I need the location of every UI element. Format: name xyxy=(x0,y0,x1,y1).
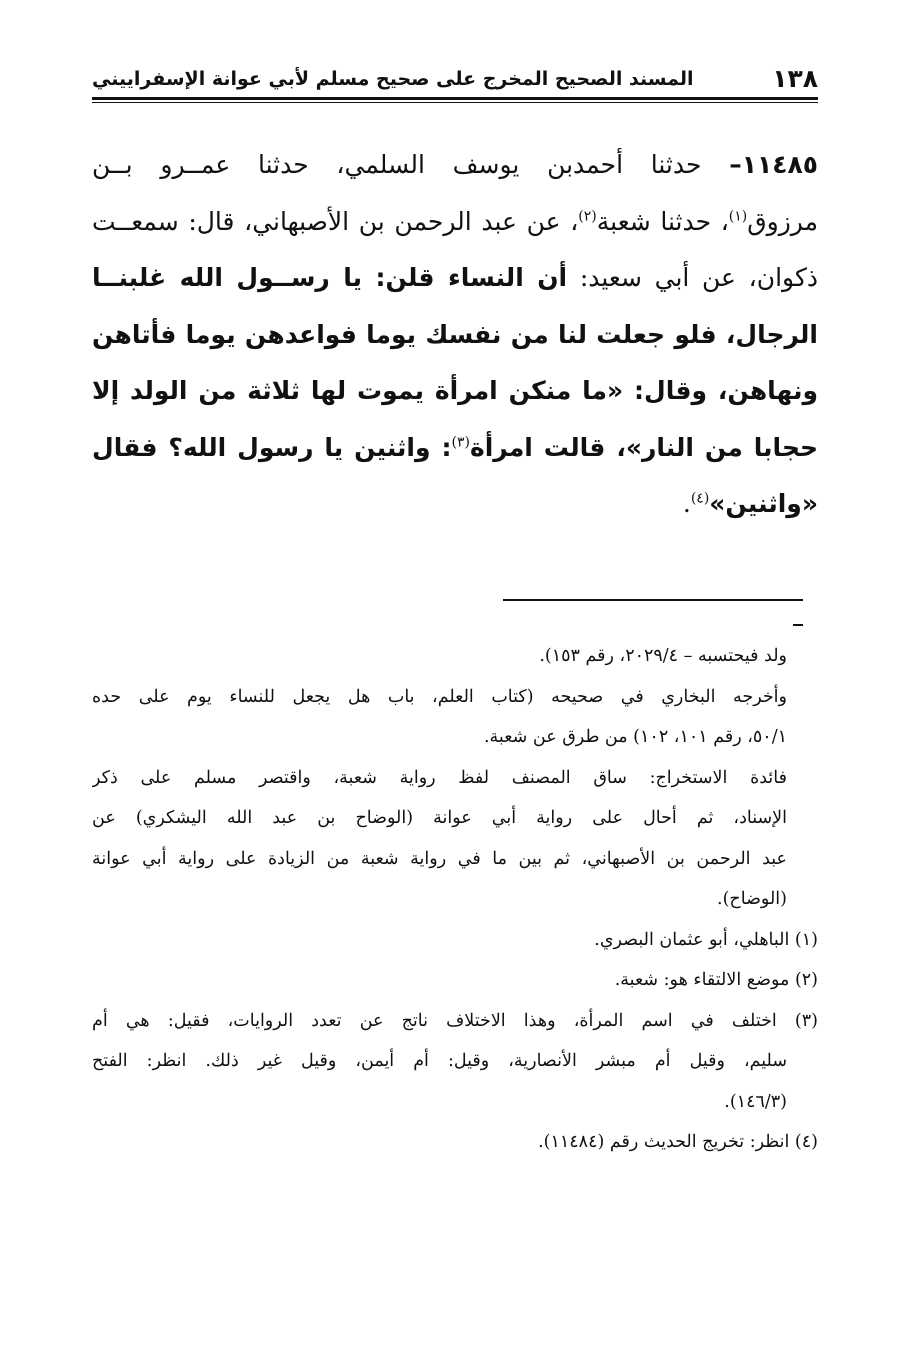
hadith-line-2b: ، حدثنا شعبة xyxy=(596,206,729,236)
header-rule-thin xyxy=(92,102,818,103)
hadith-line-6 xyxy=(92,420,818,477)
footnote-continuation-mark xyxy=(793,624,803,626)
hadith-line-2a: مرزوق xyxy=(747,206,818,236)
hadith-line-3a: ذكوان، عن أبي سعيد: xyxy=(567,263,818,292)
hadith-line-7 xyxy=(92,476,818,533)
header-rule-thick xyxy=(92,97,818,100)
hadith-line-4: الرجال، فلو جعلت لنا من نفسك يوما فواعدهن يوما فأتاهن xyxy=(92,319,818,349)
hadith-line-3 xyxy=(92,250,818,307)
footnote-3-line-3: (١٤٦/٣). xyxy=(724,1091,787,1112)
footnote-ref-4[interactable]: (٤) xyxy=(690,490,710,507)
footnote-ref-3[interactable]: (٣) xyxy=(451,434,470,451)
footnote-continued-5: الإسناد، ثم أحال على رواية أبي عوانة (الوضاح بن عبد الله اليشكري) عن xyxy=(92,808,787,828)
hadith-line-2c: ، عن عبد الرحمن بن الأصبهاني، قال: سمعــت xyxy=(92,206,579,236)
running-title: المسند الصحيح المخرج على صحيح مسلم لأبي عوانة الإسفراييني xyxy=(92,68,694,90)
hadith-line-6b: : واثنين يا رسول الله؟ فقال xyxy=(92,432,452,462)
hadith-line-5 xyxy=(92,363,818,420)
hadith-line-7b: . xyxy=(682,489,691,518)
page-header xyxy=(92,58,818,94)
hadith-number: ١١٤٨٥– xyxy=(729,150,818,179)
footnote-continued-3: ٥٠/١، رقم ١٠١، ١٠٢) من طرق عن شعبة. xyxy=(483,727,787,747)
hadith-line-1-text: حدثنا أحمدبن يوسف السلمي، حدثنا عمــرو بــن xyxy=(92,150,702,179)
footnote-continued-1: ولد فيحتسبه – ٢٠٢٩/٤، رقم ١٥٣). xyxy=(539,646,787,666)
footnote-separator xyxy=(503,599,803,601)
hadith-matn-5: «ما منكن امرأة يموت لها ثلاثة من الولد إلا xyxy=(92,376,624,405)
hadith-line-2 xyxy=(92,194,818,251)
hadith-matn-3: أن النساء قلن: يا رســول الله غلبنــا xyxy=(92,263,568,292)
footnote-3-line-1: (٣) اختلف في اسم المرأة، وهذا الاختلاف ناتج عن تعدد الروايات، فقيل: هي أم xyxy=(92,1010,818,1031)
footnote-ref-1[interactable]: (١) xyxy=(728,208,748,225)
footnotes xyxy=(92,636,818,1163)
footnote-continued-6: عبد الرحمن بن الأصبهاني، ثم بين ما في رواية شعبة من الزيادة على رواية أبي عوانة xyxy=(92,848,787,869)
hadith-line-1 xyxy=(92,137,818,194)
hadith-line-6a: حجابا من النار»، قالت امرأة xyxy=(469,432,818,462)
footnote-continued-4: فائدة الاستخراج: ساق المصنف لفظ رواية شعبة، واقتصر مسلم على ذكر xyxy=(92,767,787,788)
footnote-continued-7: (الوضاح). xyxy=(717,889,787,909)
page-number: ١٣٨ xyxy=(772,64,818,93)
footnote-1: (١) الباهلي، أبو عثمان البصري. xyxy=(594,929,818,950)
footnote-ref-2[interactable]: (٢) xyxy=(578,208,597,225)
footnote-2: (٢) موضع الالتقاء هو: شعبة. xyxy=(614,970,818,990)
hadith-text xyxy=(92,137,818,533)
footnote-continued-2: وأخرجه البخاري في صحيحه (كتاب العلم، باب هل يجعل للنساء يوم على حده xyxy=(92,686,787,707)
hadith-line-5a: ونهاهن، وقال: xyxy=(623,376,818,405)
footnote-3-line-2: سليم، وقيل أم مبشر الأنصارية، وقيل: أم أيمن، وقيل غير ذلك. انظر: الفتح xyxy=(92,1051,787,1071)
hadith-line-7a: «واثنين» xyxy=(709,489,818,518)
footnote-4: (٤) انظر: تخريج الحديث رقم (١١٤٨٤). xyxy=(538,1132,818,1152)
